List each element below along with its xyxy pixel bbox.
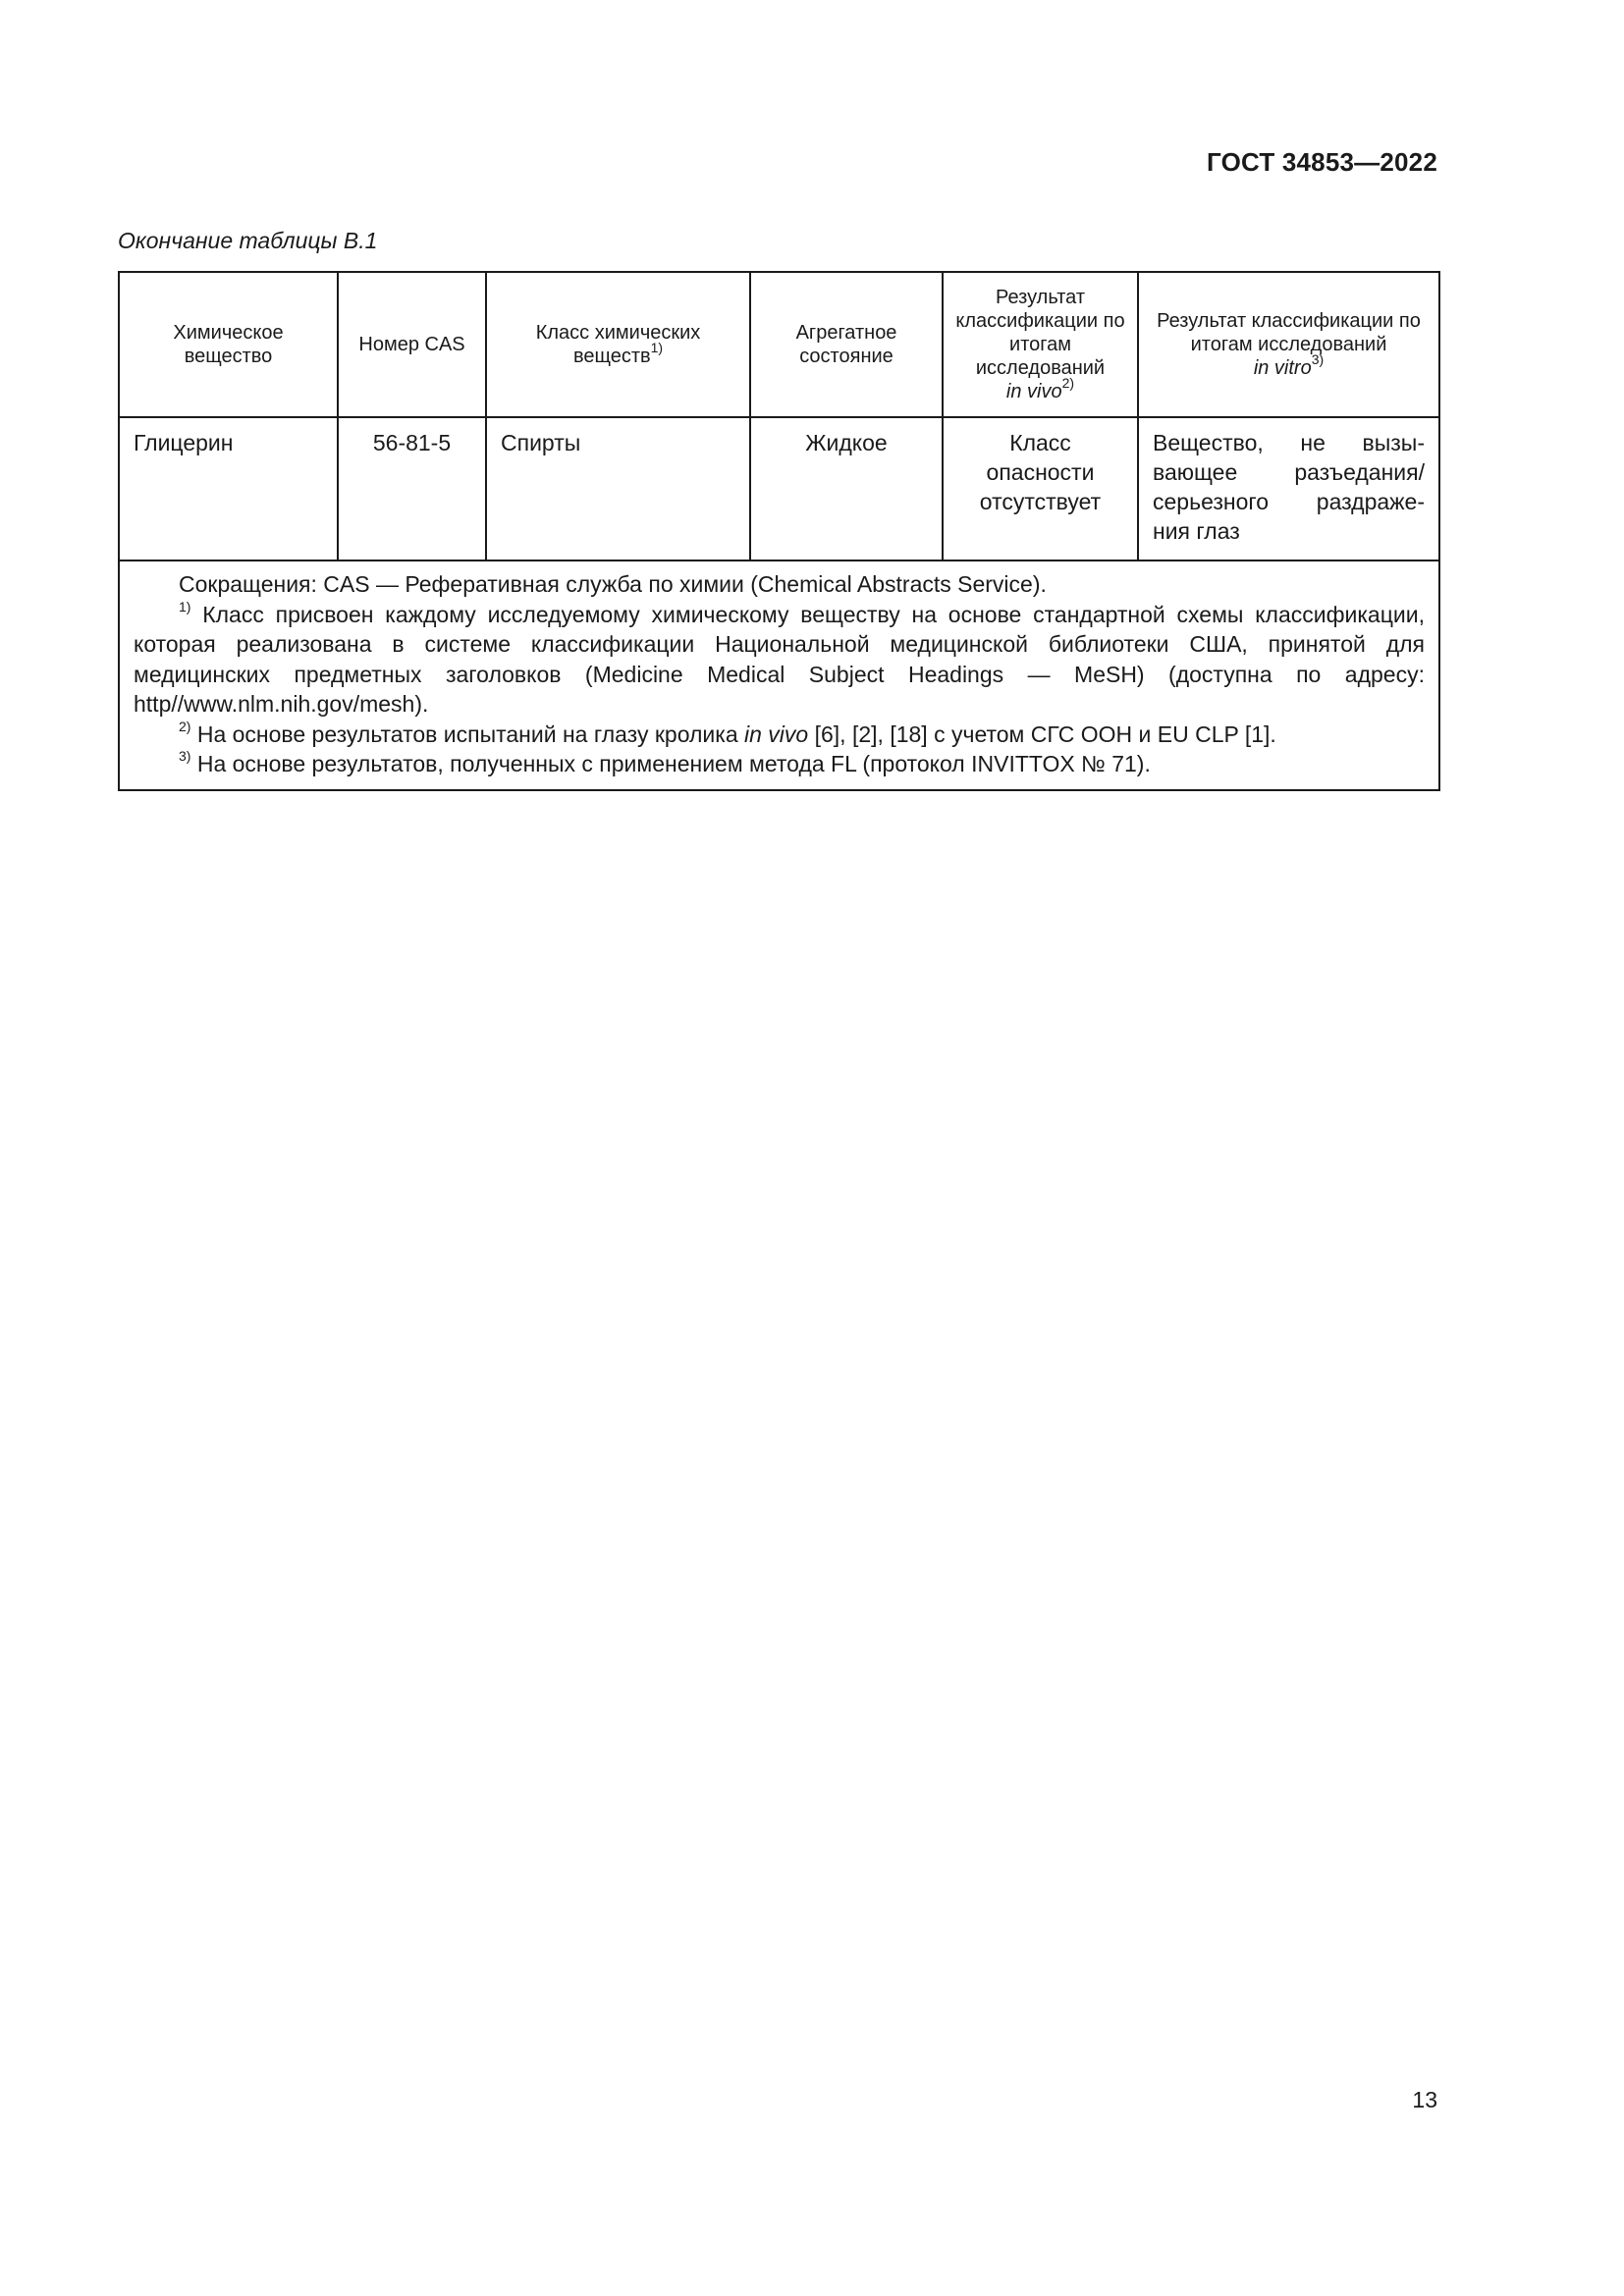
footnote-mark: 2) — [179, 718, 191, 734]
table-row — [119, 417, 1439, 561]
in-vitro-line: вающее разъедания/ — [1153, 459, 1425, 485]
column-header — [486, 272, 750, 417]
column-header — [750, 272, 943, 417]
footnote-1: $^{1)}$ Класс присвоен каждому исследуемому химическому веществу на основе стандартной схемы классификации, которая реализована в системе классификации Национальной медицинской библиотеки США, принятой для медицинских предметных заголовков (Medicine Medical Subject Headings — MeSH) (доступна по адресу: http//www.nlm.nih.gov/mesh). — [134, 598, 1425, 717]
in-vitro-line: серьезного раздраже- — [1153, 489, 1425, 514]
footnote-mark: 3) — [179, 748, 191, 765]
table-header-row — [119, 272, 1439, 417]
footnote-ref: 3) — [1311, 351, 1325, 368]
column-header-italic: in vitro — [1253, 357, 1312, 379]
column-header — [338, 272, 486, 417]
in-vivo-line: отсутствует — [979, 489, 1102, 514]
cell-chem-class: Спирты — [486, 417, 750, 561]
table-caption: Окончание таблицы В.1 — [118, 228, 378, 253]
column-header-label: Результат классификации по итогам исследований — [955, 287, 1125, 379]
footnote-mark: 1) — [179, 598, 191, 614]
cell-state: Жидкое — [750, 417, 943, 561]
column-header-label: Результат классификации по итогам исследований — [1157, 310, 1421, 355]
notes-cell — [119, 561, 1439, 790]
footnote-ref: 1) — [650, 340, 664, 356]
footnote-ref: 2) — [1061, 375, 1075, 392]
cell-substance: Глицерин — [119, 417, 338, 561]
footnote-3: $^{3)}$ На основе результатов, полученных с применением метода FL (протокол INVITTOX № 71). — [179, 748, 1151, 776]
in-vivo-line: опасности — [986, 459, 1095, 485]
in-vitro-line: ния глаз — [1153, 518, 1240, 544]
column-header — [119, 272, 338, 417]
cell-in-vitro-result — [1138, 417, 1439, 561]
column-header-label: Класс химических веществ — [535, 322, 701, 367]
footnote-2: $^{2)}$ На основе результатов испытаний на глазу кролика in vivo [6], [2], [18] с учетом СГС ООН и EU CLP [1]. — [179, 718, 1276, 747]
cell-in-vivo-result — [943, 417, 1138, 561]
column-header-italic: in vivo — [1005, 381, 1062, 402]
column-header-label: Химическое вещество — [173, 322, 284, 367]
in-vivo-line: Класс — [1009, 430, 1071, 455]
abbreviations-note: Сокращения: CAS — Реферативная служба по химии (Chemical Abstracts Service). — [179, 571, 1047, 597]
document-number: ГОСТ 34853—2022 — [1207, 147, 1437, 177]
notes-row — [119, 561, 1439, 790]
classification-table — [118, 271, 1440, 791]
table-notes — [120, 561, 1438, 789]
column-header — [943, 272, 1138, 417]
page-number: 13 — [1412, 2087, 1437, 2112]
column-header — [1138, 272, 1439, 417]
column-header-label: Номер CAS — [358, 334, 465, 355]
cell-cas: 56-81-5 — [338, 417, 486, 561]
column-header-label: Агрегатное состояние — [795, 322, 897, 367]
in-vitro-line: Вещество, не вызы- — [1153, 430, 1425, 455]
